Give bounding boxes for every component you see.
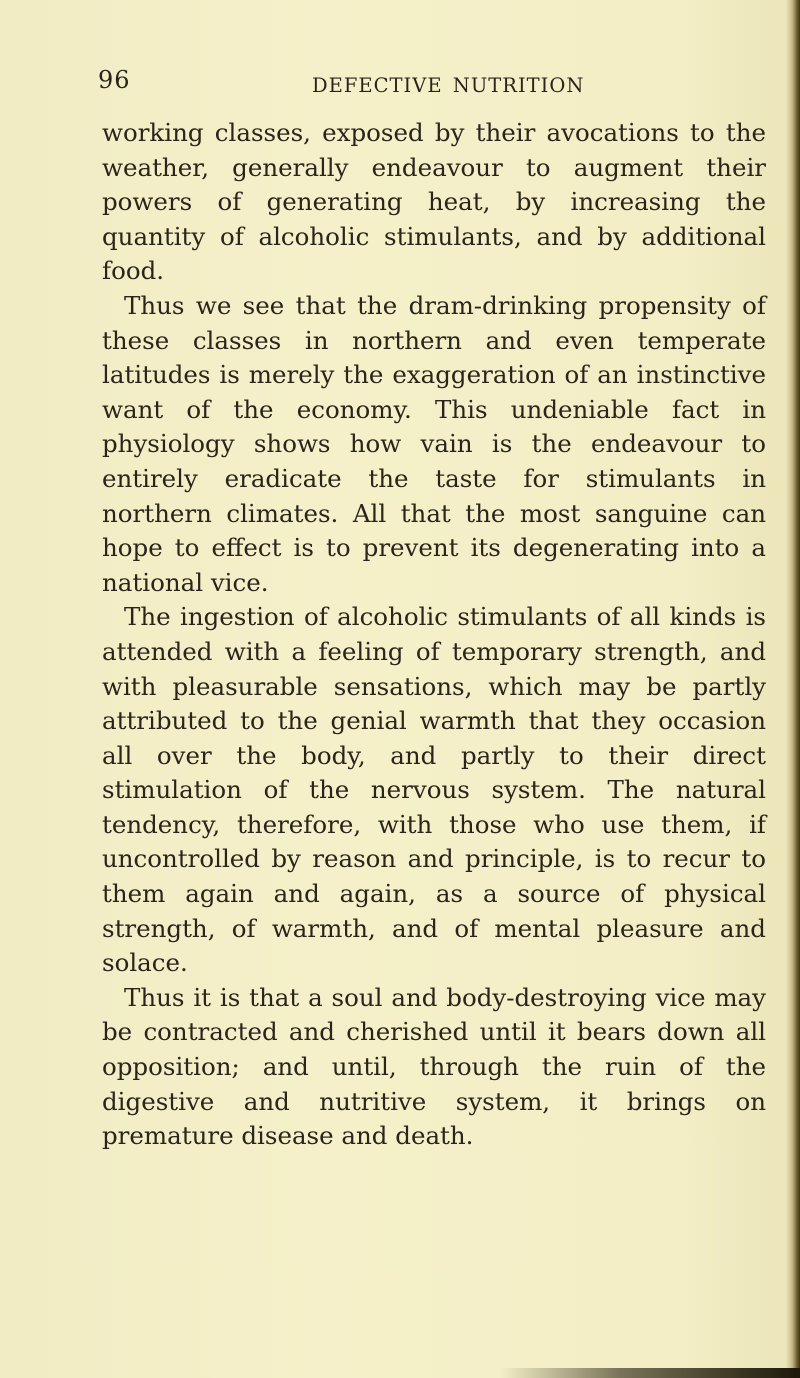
paragraph-4: Thus it is that a soul and body-destroying vice may be contracted and cherished until it bears down all opposition; and until, through the ruin of the digestive and nutritive system, it brings on premature disease and death.: [102, 982, 766, 1151]
paragraph-1: working classes, exposed by their avocations to the weather, generally endeavour to augment their powers of generating heat, by increasing the quantity of alcoholic stimulants, and by additional food.: [102, 118, 766, 286]
running-head: [0, 66, 800, 100]
header-title: DEFECTIVE NUTRITION: [312, 74, 585, 97]
paragraph-3: The ingestion of alcoholic stimulants of all kinds is attended with a feeling of temporary strength, and with pleasurable sensations, which may be partly attributed to the genial warmth that they occasion all over the body, and partly to their direct stimulation of the nervous system. The natural tendency, therefore, with those who use them, if uncontrolled by reason and principle, is to recur to them again and again, as a source of physical strength, of warmth, and of mental pleasure and solace.: [102, 602, 766, 978]
page-edge-shadow: [786, 0, 800, 1378]
body-text: [102, 116, 766, 1154]
page-number: 96: [98, 66, 131, 94]
page-bottom-shadow: [500, 1368, 800, 1378]
paragraph-2: Thus we see that the dram-drinking propensity of these classes in northern and even temperate latitudes is merely the exaggeration of an instinctive want of the economy. This undeniable fact in physiology shows how vain is the endeavour to entirely eradicate the taste for stimulants in northern climates. All that the most sanguine can hope to effect is to prevent its degenerating into a national vice.: [102, 290, 766, 597]
